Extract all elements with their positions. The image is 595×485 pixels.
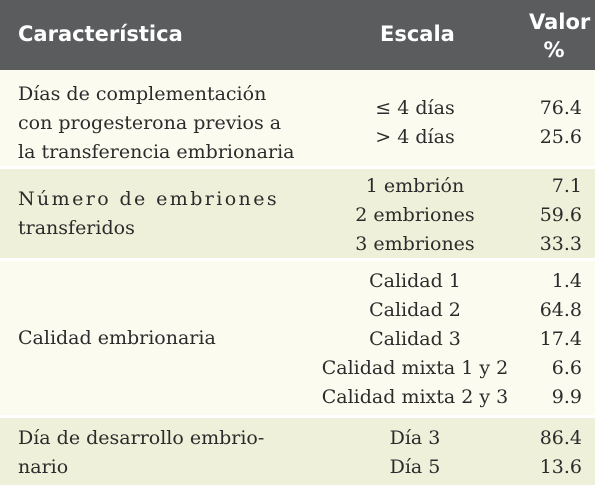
scale-line bbox=[0, 172, 595, 201]
scale-line bbox=[0, 383, 595, 412]
table-row bbox=[0, 418, 595, 485]
scale-cell: Día 3 bbox=[389, 427, 441, 449]
value-cell: 7.1 bbox=[551, 175, 582, 197]
scale-line bbox=[0, 267, 595, 296]
scale-cell: Día 5 bbox=[389, 456, 441, 478]
characteristic-line: Número de embriones bbox=[18, 188, 279, 210]
header-escala: Escala bbox=[380, 22, 455, 46]
value-cell: 86.4 bbox=[539, 427, 582, 449]
scale-cell: Calidad mixta 1 y 2 bbox=[321, 357, 509, 379]
scale-cell: Calidad 3 bbox=[369, 328, 461, 350]
value-cell: 9.9 bbox=[551, 386, 582, 408]
table-row bbox=[0, 169, 595, 258]
value-cell: 33.3 bbox=[539, 233, 582, 255]
scale-line bbox=[0, 296, 595, 325]
scale-cell: Calidad 1 bbox=[369, 270, 461, 292]
scale-cell: > 4 días bbox=[375, 126, 455, 148]
characteristic-line: Días de complementación bbox=[18, 83, 267, 105]
scale-line bbox=[0, 201, 595, 230]
scale-line bbox=[0, 123, 595, 152]
value-cell: 76.4 bbox=[539, 97, 582, 119]
scale-cell: 2 embriones bbox=[355, 204, 475, 226]
scale-cell: 1 embrión bbox=[365, 175, 465, 197]
scale-line bbox=[0, 230, 595, 259]
value-cell: 25.6 bbox=[539, 126, 582, 148]
table-row bbox=[0, 70, 595, 166]
scale-line bbox=[0, 94, 595, 123]
header-valor-unit: % bbox=[543, 38, 565, 62]
scale-cell: ≤ 4 días bbox=[375, 97, 455, 119]
scale-line bbox=[0, 453, 595, 482]
scale-line bbox=[0, 325, 595, 354]
characteristic-line: con progesterona previos a bbox=[18, 112, 282, 134]
scale-cell: 3 embriones bbox=[355, 233, 475, 255]
table-row bbox=[0, 261, 595, 415]
value-cell: 13.6 bbox=[539, 456, 582, 478]
characteristic-line: Calidad embrionaria bbox=[18, 327, 216, 349]
value-cell: 64.8 bbox=[539, 299, 582, 321]
characteristic-line: Día de desarrollo embrio- bbox=[18, 427, 265, 449]
scale-line bbox=[0, 354, 595, 383]
value-cell: 59.6 bbox=[539, 204, 582, 226]
value-cell: 17.4 bbox=[539, 328, 582, 350]
header-valor bbox=[529, 8, 591, 64]
table-header bbox=[0, 0, 595, 70]
scale-cell: Calidad mixta 2 y 3 bbox=[321, 386, 509, 408]
scale-line bbox=[0, 424, 595, 453]
header-caracteristica: Característica bbox=[18, 22, 183, 46]
value-cell: 6.6 bbox=[551, 357, 582, 379]
characteristic-line: nario bbox=[18, 456, 69, 478]
characteristic-line: transferidos bbox=[18, 217, 135, 239]
header-valor-label: Valor bbox=[529, 10, 591, 34]
value-cell: 1.4 bbox=[551, 270, 582, 292]
scale-cell: Calidad 2 bbox=[369, 299, 461, 321]
characteristic-line: la transferencia embrionaria bbox=[18, 141, 295, 163]
